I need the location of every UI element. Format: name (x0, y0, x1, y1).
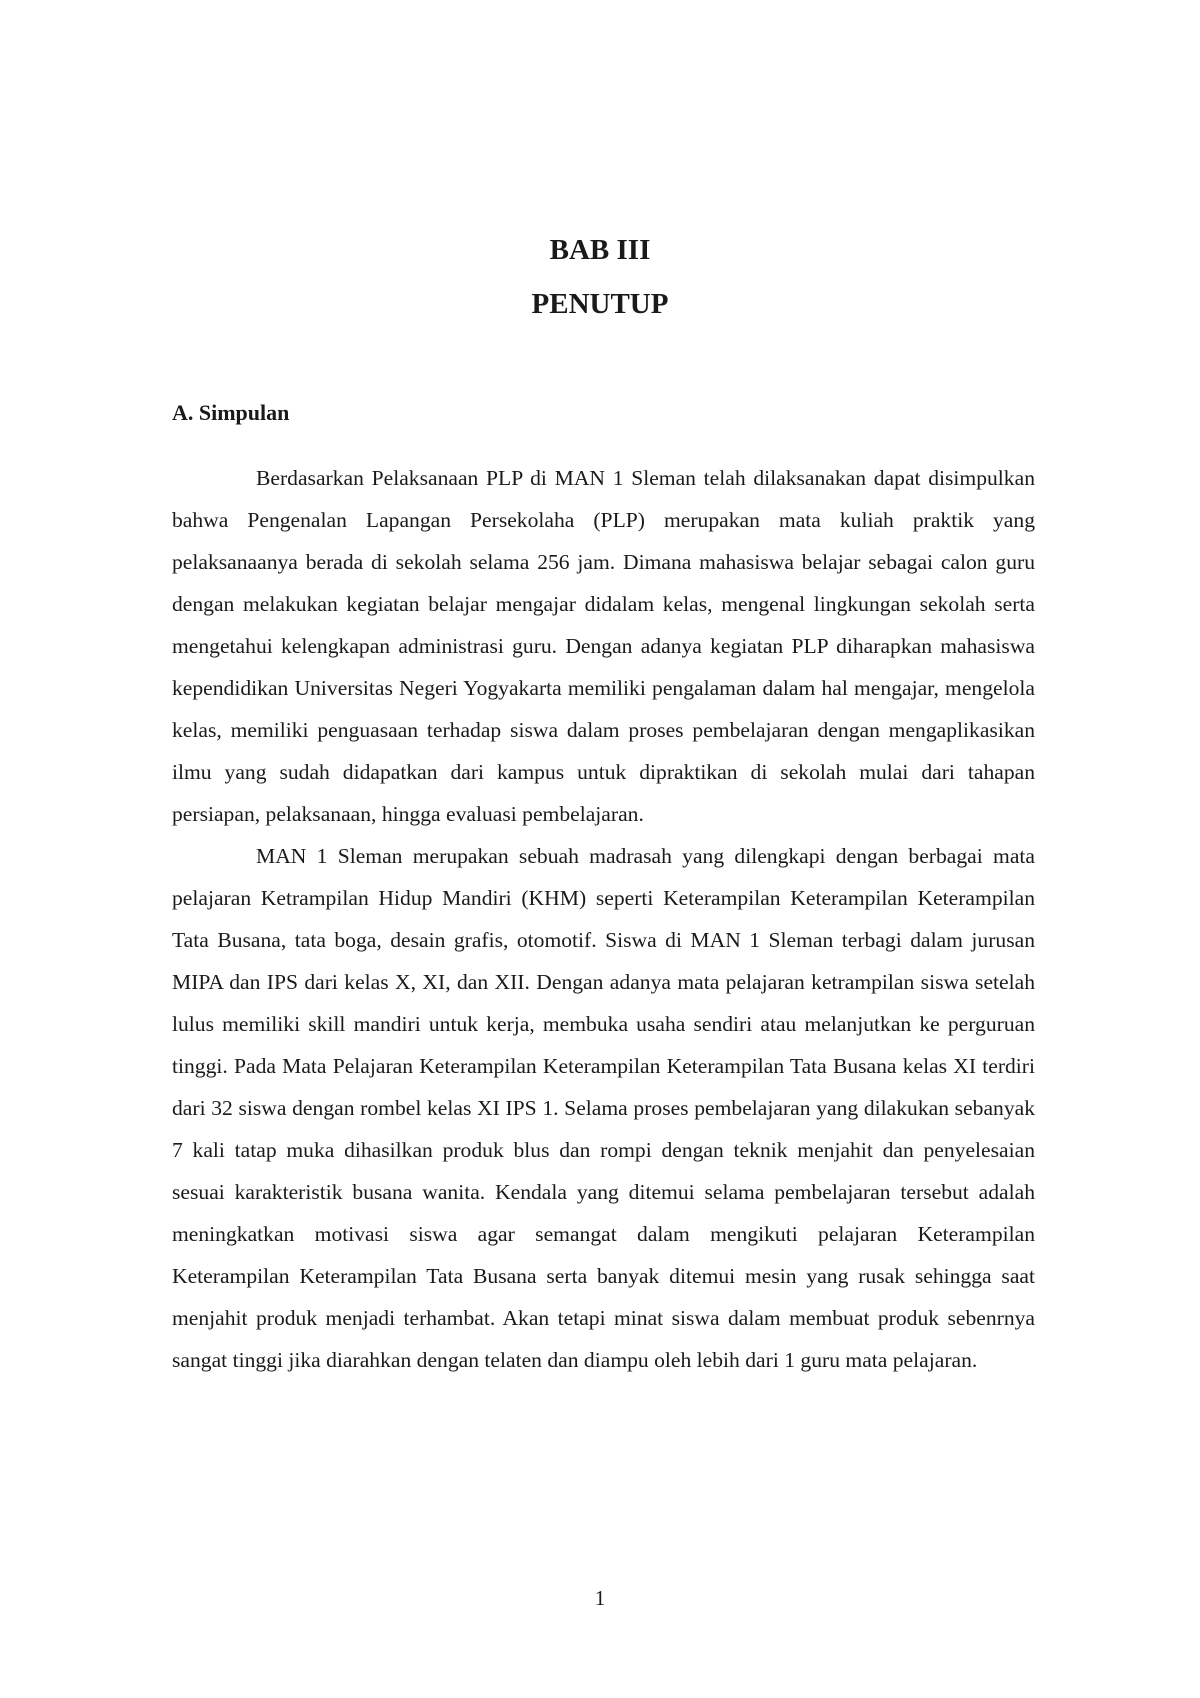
paragraph: Berdasarkan Pelaksanaan PLP di MAN 1 Sleman telah dilaksanakan dapat disimpulkan bahwa Pengenalan Lapangan Persekolaha (PLP) merupakan mata kuliah praktik yang pelaksanaanya berada di sekolah selama 256 jam. Dimana mahasiswa belajar sebagai calon guru dengan melakukan kegiatan belajar mengajar didalam kelas, mengenal lingkungan sekolah serta mengetahui kelengkapan administrasi guru. Dengan adanya kegiatan PLP diharapkan mahasiswa kependidikan Universitas Negeri Yogyakarta memiliki pengalaman dalam hal mengajar, mengelola kelas, memiliki penguasaan terhadap siswa dalam proses pembelajaran dengan mengaplikasikan ilmu yang sudah didapatkan dari kampus untuk dipraktikan di sekolah mulai dari tahapan persiapan, pelaksanaan, hingga evaluasi pembelajaran. (172, 466, 1035, 826)
chapter-title: PENUTUP (531, 288, 669, 320)
body-text (172, 457, 1035, 1381)
page-number: 1 (594, 1586, 606, 1610)
section-heading: A. Simpulan (172, 400, 290, 425)
chapter-number: BAB III (549, 234, 651, 266)
paragraph: MAN 1 Sleman merupakan sebuah madrasah yang dilengkapi dengan berbagai mata pelajaran Ketrampilan Hidup Mandiri (KHM) seperti Keterampilan Keterampilan Keterampilan Tata Busana, tata boga, desain grafis, otomotif. Siswa di MAN 1 Sleman terbagi dalam jurusan MIPA dan IPS dari kelas X, XI, dan XII. Dengan adanya mata pelajaran ketrampilan siswa setelah lulus memiliki skill mandiri untuk kerja, membuka usaha sendiri atau melanjutkan ke perguruan tinggi. Pada Mata Pelajaran Keterampilan Keterampilan Keterampilan Tata Busana kelas XI terdiri dari 32 siswa dengan rombel kelas XI IPS 1. Selama proses pembelajaran yang dilakukan sebanyak 7 kali tatap muka dihasilkan produk blus dan rompi dengan teknik menjahit dan penyelesaian sesuai karakteristik busana wanita. Kendala yang ditemui selama pembelajaran tersebut adalah meningkatkan motivasi siswa agar semangat dalam mengikuti pelajaran Keterampilan Keterampilan Keterampilan Tata Busana serta banyak ditemui mesin yang rusak sehingga saat menjahit produk menjadi terhambat. Akan tetapi minat siswa dalam membuat produk sebenrnya sangat tinggi jika diarahkan dengan telaten dan diampu oleh lebih dari 1 guru mata pelajaran. (172, 844, 1035, 1372)
